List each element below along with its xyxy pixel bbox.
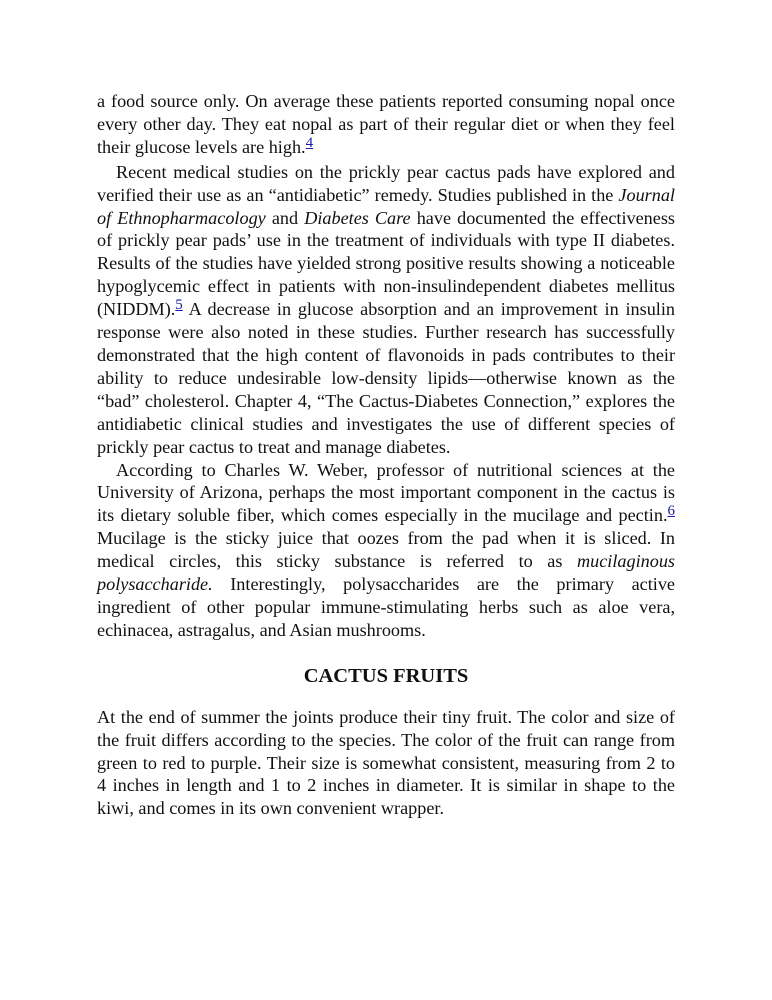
paragraph-text: A decrease in glucose absorption and an improvement in insulin response were also noted in these studies. Further research has successfully demonstrated that the high content of flavonoids in pads contributes to their ability to reduce undesirable low-density lipids—otherwise known as the “bad” cholesterol. Chapter 4, “The Cactus-Diabetes Connection,” explores the antidiabetic clinical studies and investigates the use of different species of prickly pear cactus to treat and manage diabetes.: [97, 299, 675, 457]
paragraph-cactus-fruits: At the end of summer the joints produce their tiny fruit. The color and size of the fruit differs according to the species. The color of the fruit can range from green to red to purple. Their size is somewhat consistent, measuring from 2 to 4 inches in length and 1 to 2 inches in diameter. It is similar in shape to the kiwi, and comes in its own convenient wrapper.: [97, 706, 675, 819]
journal-title: Journal of Ethnopharmacology: [97, 184, 675, 228]
paragraph-medical-studies: [97, 161, 675, 459]
paragraph-text: Mucilage is the sticky juice that oozes from the pad when it is sliced. In medical circles, this sticky substance is referred to as: [97, 528, 675, 572]
page-content: [97, 90, 675, 820]
italic-term: mucilaginous polysaccharide.: [97, 551, 675, 595]
paragraph-text: a food source only. On average these patients reported consuming nopal once every other day. They eat nopal as part of their regular diet or when they feel their glucose levels are high.: [97, 91, 675, 157]
footnote-link-5[interactable]: 5: [175, 297, 183, 314]
journal-title: Diabetes Care: [304, 207, 411, 228]
paragraph-text: and: [265, 207, 305, 228]
section-heading: CACTUS FRUITS: [303, 664, 469, 687]
footnote-link-4[interactable]: 4: [305, 134, 314, 151]
paragraph-text: have documented the effectiveness of prickly pear pads’ use in the treatment of individuals with type II diabetes. Results of the studies have yielded strong positive results showing a noticeable hypoglycemic effect in patients with non-insulindependent diabetes mellitus (NIDDM).: [97, 207, 675, 320]
paragraph-intro-continued: [97, 90, 675, 159]
footnote-link-6[interactable]: 6: [667, 503, 675, 520]
paragraph-text: Recent medical studies on the prickly pear cactus pads have explored and verified their use as an “antidiabetic” remedy. Studies published in the: [97, 161, 675, 205]
paragraph-dietary-fiber: [97, 459, 675, 642]
paragraph-text: Interestingly, polysaccharides are the primary active ingredient of other popular immune-stimulating herbs such as aloe vera, echinacea, astragalus, and Asian mushrooms.: [97, 574, 675, 640]
paragraph-text: According to Charles W. Weber, professor of nutritional sciences at the University of Arizona, perhaps the most important component in the cactus is its dietary soluble fiber, which comes especially in the mucilage and pectin.: [97, 459, 675, 526]
